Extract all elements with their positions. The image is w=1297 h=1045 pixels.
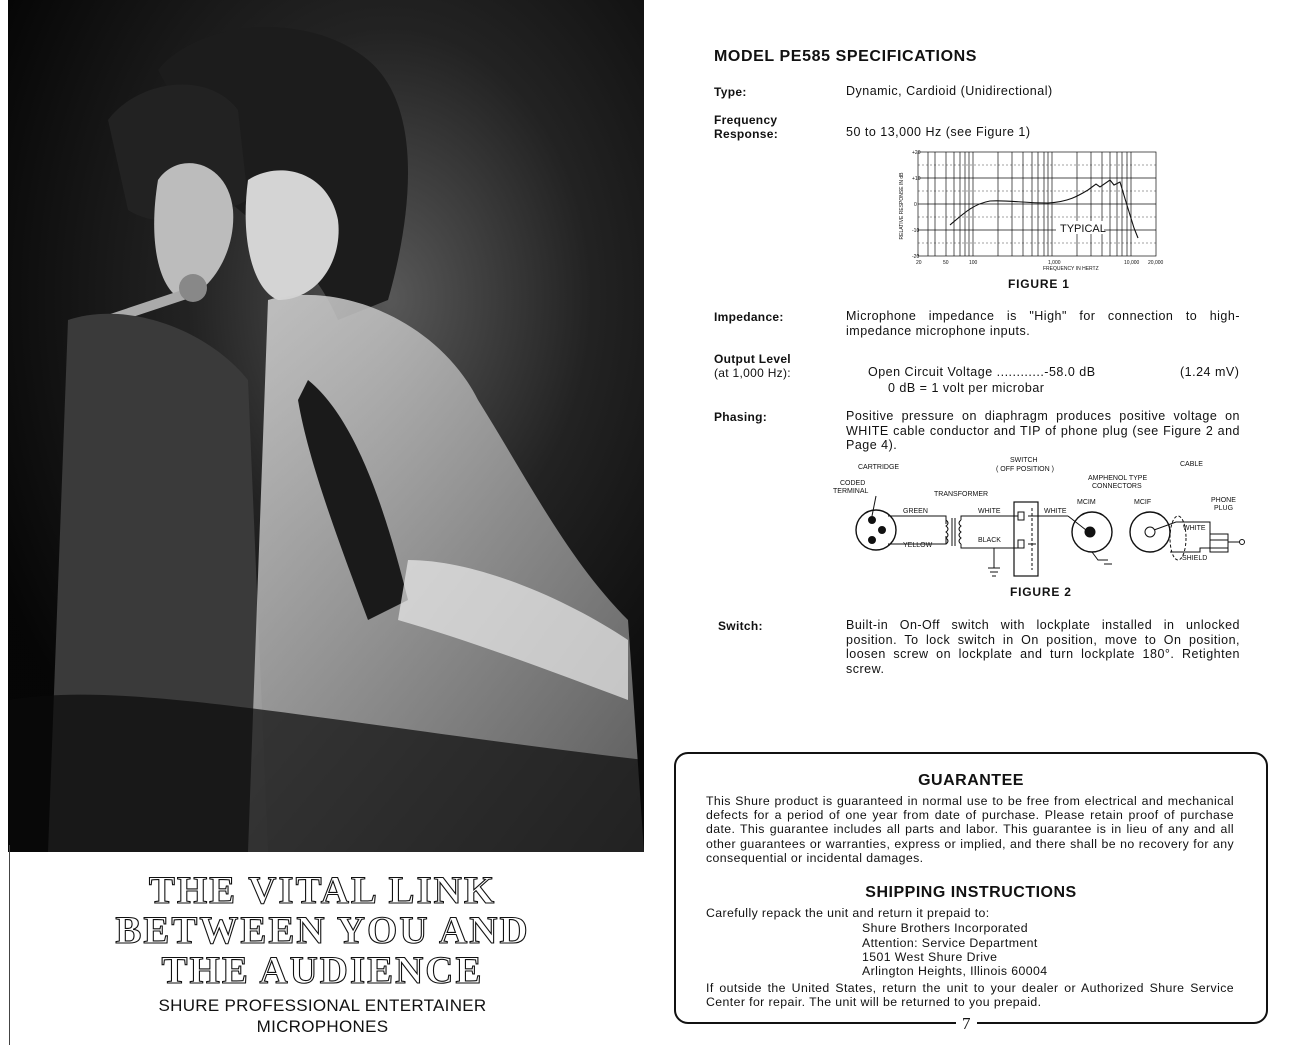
headline-line-2: BETWEEN YOU AND [115,909,530,952]
brand-line-1: SHURE PROFESSIONAL ENTERTAINER [158,996,487,1015]
left-page [0,0,648,1045]
right-page [648,0,1297,1045]
type-label: Type: [714,85,747,99]
graph-x-axis-label: FREQUENCY IN HERTZ [1043,266,1099,272]
coded-label: CODED [840,480,866,487]
address-line-1: Shure Brothers Incorporated [862,921,1028,935]
phasing-value: Positive pressure on diaphragm produces positive voltage on WHITE cable conductor and TIP of phone plug (see Figure 2 and Page 4). [846,409,1240,452]
phone-label: PHONE [1211,497,1236,504]
transformer-label: TRANSFORMER [934,491,989,498]
x-tick-50: 50 [943,260,949,266]
frequency-value: 50 to 13,000 Hz (see Figure 1) [846,125,1031,139]
white-label-3: WHITE [1183,525,1206,532]
mcif-label: MCIF [1134,499,1152,506]
x-tick-10000: 10,000 [1124,260,1140,266]
headline-line-1: THE VITAL LINK [148,869,497,912]
output-reference: 0 dB = 1 volt per microbar [888,381,1045,395]
y-tick-plus10: +10 [912,176,921,182]
figure1-caption: FIGURE 1 [1008,277,1070,291]
output-voltage-mv: (1.24 mV) [1180,365,1240,379]
outside-us-text: If outside the United States, return the unit to your dealer or Authorized Shure Service Center for repair. The unit will be returned to you prepaid. [706,981,1234,1010]
phasing-label: Phasing: [714,410,768,424]
typical-label: TYPICAL [1060,223,1106,235]
impedance-value: Microphone impedance is "High" for connection to high-impedance microphone inputs. [846,309,1240,338]
impedance-label: Impedance: [714,310,784,324]
black-label: BLACK [978,537,1001,544]
frequency-label-2: Response: [714,127,779,141]
output-level-label-2: (at 1,000 Hz): [714,366,791,380]
y-tick-plus20: +20 [912,150,921,156]
switch-position-label: ( OFF POSITION ) [996,466,1054,473]
y-tick-minus10: -10 [912,228,920,234]
switch-label: SWITCH [1010,457,1038,464]
graph-y-axis-label: RELATIVE RESPONSE IN dB [899,172,905,240]
mcim-label: MCIM [1077,499,1096,506]
performer-photo [8,0,644,852]
headline-line-3: THE AUDIENCE [161,949,484,992]
page-edge-divider [0,845,10,1045]
terminal-label: TERMINAL [833,488,869,495]
figure2-caption: FIGURE 2 [1010,585,1072,599]
x-tick-20: 20 [916,260,922,266]
white-label-1: WHITE [978,508,1001,515]
connectors-label: CONNECTORS [1092,483,1142,490]
green-label: GREEN [903,508,928,515]
guarantee-text: This Shure product is guaranteed in normal use to be free from electrical and mechanical defects for a period of one year from date of purchase. Please retain proof of purchase date. This guarantee includes all parts and labor. This guarantee is in lieu of any and all other guarantees or warranties, express or implied, and there shall be no recovery for any consequential or incidental damages. [706,794,1234,865]
type-value: Dynamic, Cardioid (Unidirectional) [846,84,1053,98]
plug-label: PLUG [1214,505,1234,512]
cartridge-label: CARTRIDGE [858,464,900,471]
spec-title: MODEL PE585 SPECIFICATIONS [714,48,978,65]
wiring-diagram [828,452,1248,592]
output-level-label-1: Output Level [714,352,791,366]
yellow-label: YELLOW [903,542,933,549]
frequency-label-1: Frequency [714,113,778,127]
output-voltage-value: Open Circuit Voltage ............-58.0 dB [868,365,1096,379]
page-number: 7 [956,1014,977,1034]
switch-spec-label: Switch: [718,619,763,633]
x-tick-100: 100 [969,260,978,266]
shipping-intro: Carefully repack the unit and return it prepaid to: [706,906,990,920]
address-line-2: Attention: Service Department [862,936,1038,950]
guarantee-title: GUARANTEE [918,772,1024,789]
x-tick-20000: 20,000 [1148,260,1164,266]
performer-photo-image [8,0,644,852]
x-tick-1000: 1,000 [1048,260,1061,266]
output-level-label-2-wrap [714,366,791,380]
address-line-3: 1501 West Shure Drive [862,950,998,964]
shield-label: SHIELD [1182,555,1208,562]
y-tick-0: 0 [914,202,917,208]
guarantee-box [674,752,1268,1024]
cable-label: CABLE [1180,461,1203,468]
y-tick-minus20: -20 [912,254,920,260]
frequency-response-graph [898,146,1188,274]
amphenol-label: AMPHENOL TYPE [1088,475,1148,482]
shipping-title: SHIPPING INSTRUCTIONS [865,884,1077,901]
white-label-2: WHITE [1044,508,1067,515]
brand-line-2: MICROPHONES [256,1017,389,1036]
switch-spec-value: Built-in On-Off switch with lockplate installed in unlocked position. To lock switch in On position, move to On position, loosen screw on lockplate and turn lockplate 180°. Retighten screw. [846,618,1240,676]
address-line-4: Arlington Heights, Illinois 60004 [862,964,1048,978]
